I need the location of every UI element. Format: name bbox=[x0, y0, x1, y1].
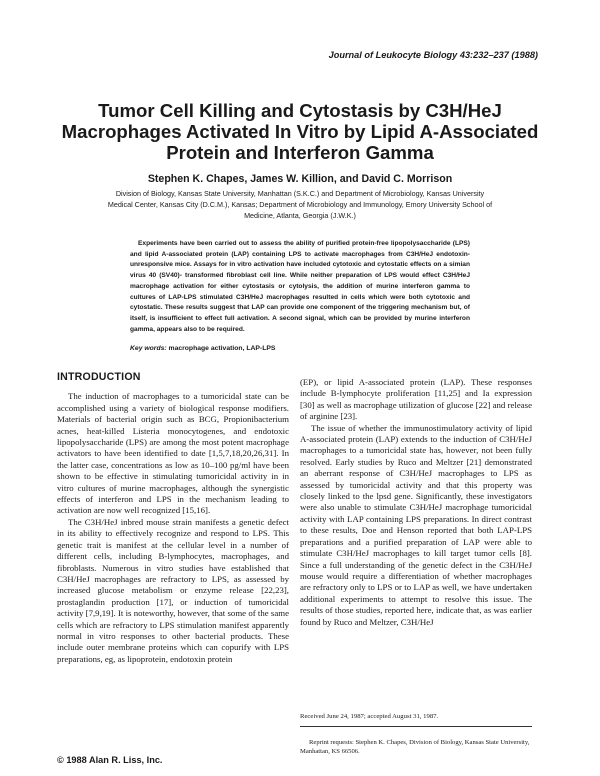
keywords bbox=[130, 345, 470, 352]
section-heading: INTRODUCTION bbox=[57, 371, 141, 383]
received-date-note: Received June 24, 1987; accepted August 31, 1987. bbox=[300, 713, 439, 720]
keywords-label: Key words: bbox=[130, 345, 167, 352]
journal-citation: Journal of Leukocyte Biology 43:232–237 (1988) bbox=[328, 50, 538, 60]
body-column-right bbox=[300, 377, 532, 628]
body-paragraph: (EP), or lipid A-associated protein (LAP). These responses include B-lymphocyte proliferation [11,25] and Ia expression [30] as well as macrophage utilization of glucose [22] and release of arginine [23]. bbox=[300, 377, 532, 422]
footnote-divider bbox=[300, 726, 532, 727]
author-affiliations: Division of Biology, Kansas State University, Manhattan (S.K.C.) and Department of Microbiology, Kansas University Medical Center, Kansas City (D.C.M.), Kansas; Department of Microbiology and Immunology, Emory University School of Medicine, Atlanta, Georgia (J.W.K.) bbox=[107, 189, 493, 220]
reprint-requests-note: Reprint requests: Stephen K. Chapes, Division of Biology, Kansas State University, Manhattan, KS 66506. bbox=[300, 739, 530, 755]
article-title: Tumor Cell Killing and Cytostasis by C3H/HeJ Macrophages Activated In Vitro by Lipid A-Associated Protein and Interferon Gamma bbox=[61, 100, 539, 163]
body-paragraph: The induction of macrophages to a tumoricidal state can be accomplished using a variety of biological response modifiers. Materials of bacterial origin such as BCG, Propionibacterium acnes, heat-killed Listeria monocytogenes, and endotoxic lipopolysaccharide (LPS) are among the most potent macrophage activators to have been identified to date [1,5,7,18,20,26,31]. In the latter case, concentrations as low as 10–100 pg/ml have been shown to be effective in stimulating tumoricidal activity in in vitro cultures of murine macrophages, although the synergistic effects of interferon and LPS in the mechanism leading to activation are now well recognized [15,16]. bbox=[57, 391, 289, 516]
body-paragraph: The C3H/HeJ inbred mouse strain manifests a genetic defect in its ability to effectively recognize and respond to LPS. This genetic trait is manifest at the cellular level in a number of different cells, including B-lymphocytes, macrophages, and fibroblasts. Numerous in vitro studies have established that C3H/HeJ macrophages are refractory to LPS, as assessed by increased glucose metabolism or enzyme release [22,23], prostaglandin production [17], or induction of tumoricidal activity [7,9,19]. It is noteworthy, however, that some of the same cells which are refractory to LPS stimulation manifest apparently normal in vitro responses to other bacterial products. These include outer membrane proteins which can copurify with LPS preparations, eg, as lipoprotein, endotoxin protein bbox=[57, 516, 289, 664]
body-paragraph: The issue of whether the immunostimulatory activity of lipid A-associated protein (LAP) extends to the induction of C3H/HeJ macrophages to a tumoricidal state has, however, not been fully resolved. Early studies by Ruco and Meltzer [21] demonstrated an aberrant response of C3H/HeJ macrophages to LPS as assessed by tumoricidal activity and that this property was closely linked to the lpsd gene. Significantly, these investigators were also unable to stimulate C3H/HeJ macrophage tumoricidal activity with LAP containing LPS preparations. In direct contrast to these results, Doe and Henson reported that both LAP-LPS preparations and a purified preparation of LAP were able to stimulate C3H/HeJ macrophages to kill target tumor cells [8]. Since a full understanding of the genetic defect in the C3H/HeJ mouse would require a differentiation of whether macrophages are refractory only to LPS or to LAP as well, we have undertaken additional experiments to attempt to resolve this issue. The results of those studies, reported here, indicate that, as was earlier found by Ruco and Meltzer, C3H/HeJ bbox=[300, 422, 532, 627]
copyright-notice: © 1988 Alan R. Liss, Inc. bbox=[57, 755, 163, 765]
keywords-value: macrophage activation, LAP-LPS bbox=[168, 345, 276, 352]
body-column-left bbox=[57, 372, 289, 665]
article-authors: Stephen K. Chapes, James W. Killion, and David C. Morrison bbox=[147, 173, 453, 185]
abstract: Experiments have been carried out to assess the ability of purified protein-free lipopolysaccharide (LPS) and lipid A-associated protein (LAP) containing LPS to activate macrophages from C3H/HeJ endotoxin-unresponsive mice. Assays for in vitro activation have included cytotoxic and cytostatic effects on a simian virus 40 (SV40)- transformed fibroblast cell line. While neither preparation of LPS would effect C3H/HeJ macrophage activation for either cytostasis or cytolysis, the addition of murine interferon gamma to cultures of LAP-LPS stimulated C3H/HeJ macrophages resulted in cells which were both cytotoxic and cytostatic. These results suggest that LAP can provide one component of the triggering mechanism but, of itself, is insufficient to effect full activation. A second signal, which can be provided by murine interferon gamma, appears also to be required. bbox=[130, 240, 470, 333]
